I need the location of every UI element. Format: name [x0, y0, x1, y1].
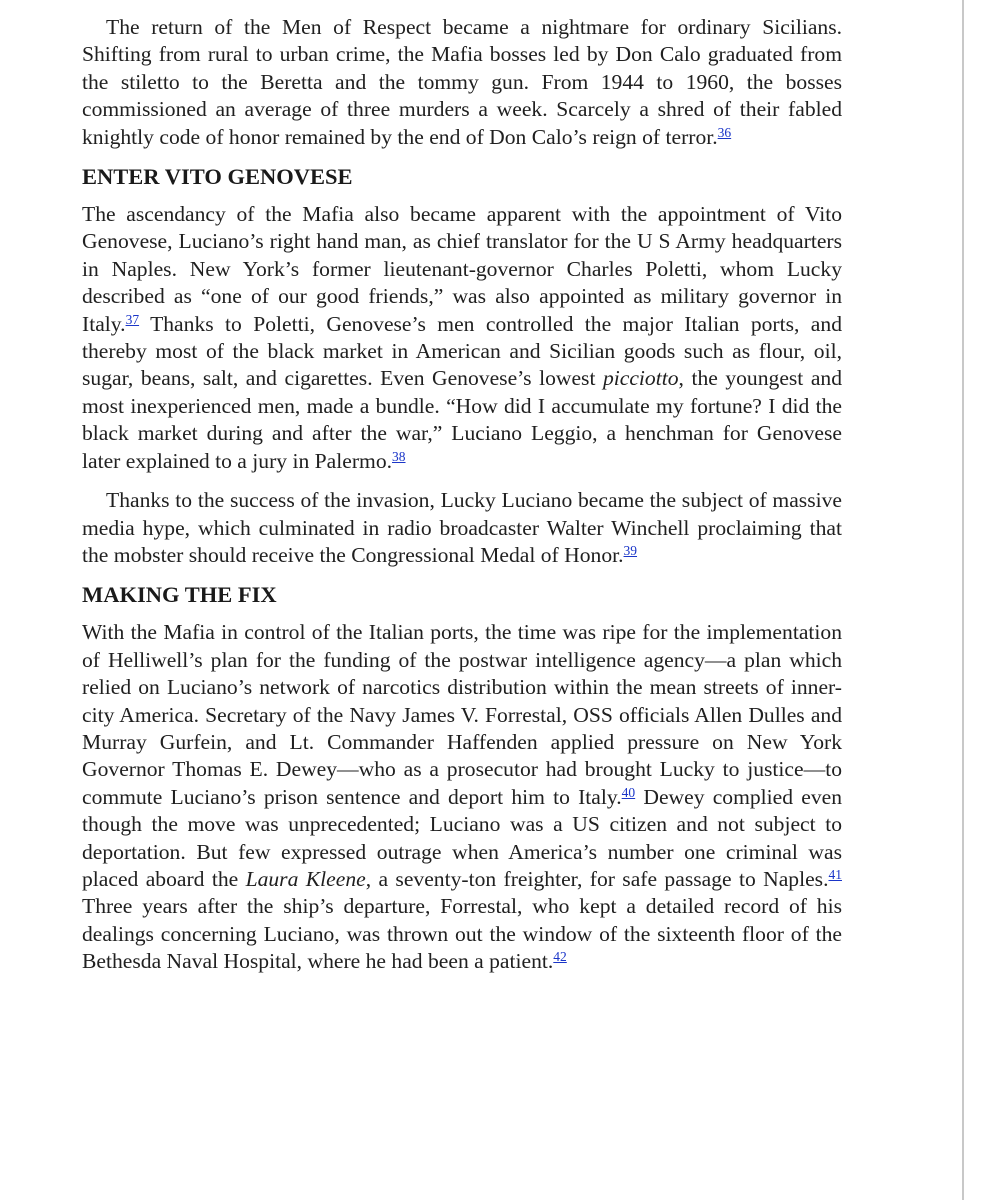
paragraph-2-part-3: , the youngest and most inexperienced men, made a bundle. “How did I accumulate my fortune? I did the black market during and after the war,” Luciano Leggio, a henchman for Genovese later explained to a jury in Palermo. — [82, 366, 843, 473]
paragraph-3 — [82, 487, 842, 569]
footnote-link-40[interactable]: 40 — [621, 784, 636, 800]
paragraph-4-part-4: Three years after the ship’s departure, Forrestal, who kept a detailed record of his dealings concerning Luciano, was thrown out the window of the sixteenth floor of the Bethesda Naval Hospital, where he had been a patient. — [82, 894, 842, 974]
footnote-link-38[interactable]: 38 — [392, 448, 406, 464]
footnote-link-36[interactable]: 36 — [717, 124, 732, 140]
footnote-link-42[interactable]: 42 — [553, 949, 567, 965]
paragraph-4-part-2: Dewey complied even though the move was unprecedented; Luciano was a US citizen and not subject to deportation. But few expressed outrage when America’s number one criminal was placed aboard the — [82, 784, 843, 891]
footnote-link-41[interactable]: 41 — [828, 866, 842, 882]
footnote-link-39[interactable]: 39 — [623, 542, 638, 558]
paragraph-4-part-3: , a seventy-ton freighter, for safe passage to Naples. — [365, 866, 829, 891]
italic-ship-name: Laura Kleene — [245, 866, 366, 891]
page-content — [82, 14, 842, 988]
paragraph-2-part-1: The ascendancy of the Mafia also became apparent with the appointment of Vito Genovese, Luciano’s right hand man, as chief translator for the U S Army headquarters in Naples. New York’s former lieutenant-governor Charles Poletti, whom Lucky described as “one of our good friends,” was also appointed as military governor in Italy. — [82, 202, 842, 336]
section-heading-making-the-fix: MAKING THE FIX — [82, 582, 277, 608]
paragraph-3-text: Thanks to the success of the invasion, Lucky Luciano became the subject of massive media hype, which culminated in radio broadcaster Walter Winchell proclaiming that the mobster should receive the Congressional Medal of Honor. — [82, 488, 842, 567]
italic-term-picciotto: picciotto — [602, 366, 679, 391]
paragraph-4-part-1: With the Mafia in control of the Italian ports, the time was ripe for the implementation of Helliwell’s plan for the funding of the postwar intelligence agency—a plan which relied on Luciano’s network of narcotics distribution within the mean streets of inner-city America. Secretary of the Navy James V. Forrestal, OSS officials Allen Dulles and Murray Gurfein, and Lt. Commander Haffenden applied pressure on New York Governor Thomas E. Dewey—who as a prosecutor had brought Lucky to justice—to commute Luciano’s prison sentence and deport him to Italy. — [82, 620, 842, 809]
paragraph-4 — [82, 619, 842, 975]
page-edge-divider — [962, 0, 964, 1200]
paragraph-2 — [82, 201, 842, 475]
footnote-link-37[interactable]: 37 — [125, 311, 140, 327]
paragraph-1 — [82, 14, 842, 151]
paragraph-2-part-2: Thanks to Poletti, Genovese’s men controlled the major Italian ports, and thereby most of the black market in American and Sicilian goods such as flour, oil, sugar, beans, salt, and cigarettes. Even Genovese’s lowest — [82, 311, 842, 391]
section-heading-enter-vito-genovese: ENTER VITO GENOVESE — [82, 164, 353, 190]
paragraph-1-text: The return of the Men of Respect became a nightmare for ordinary Sicilians. Shifting from rural to urban crime, the Mafia bosses led by Don Calo graduated from the stiletto to the Beretta and the tommy gun. From 1944 to 1960, the bosses commissioned an average of three murders a week. Scarcely a shred of their fabled knightly code of honor remained by the end of Don Calo’s reign of terror. — [82, 15, 842, 149]
